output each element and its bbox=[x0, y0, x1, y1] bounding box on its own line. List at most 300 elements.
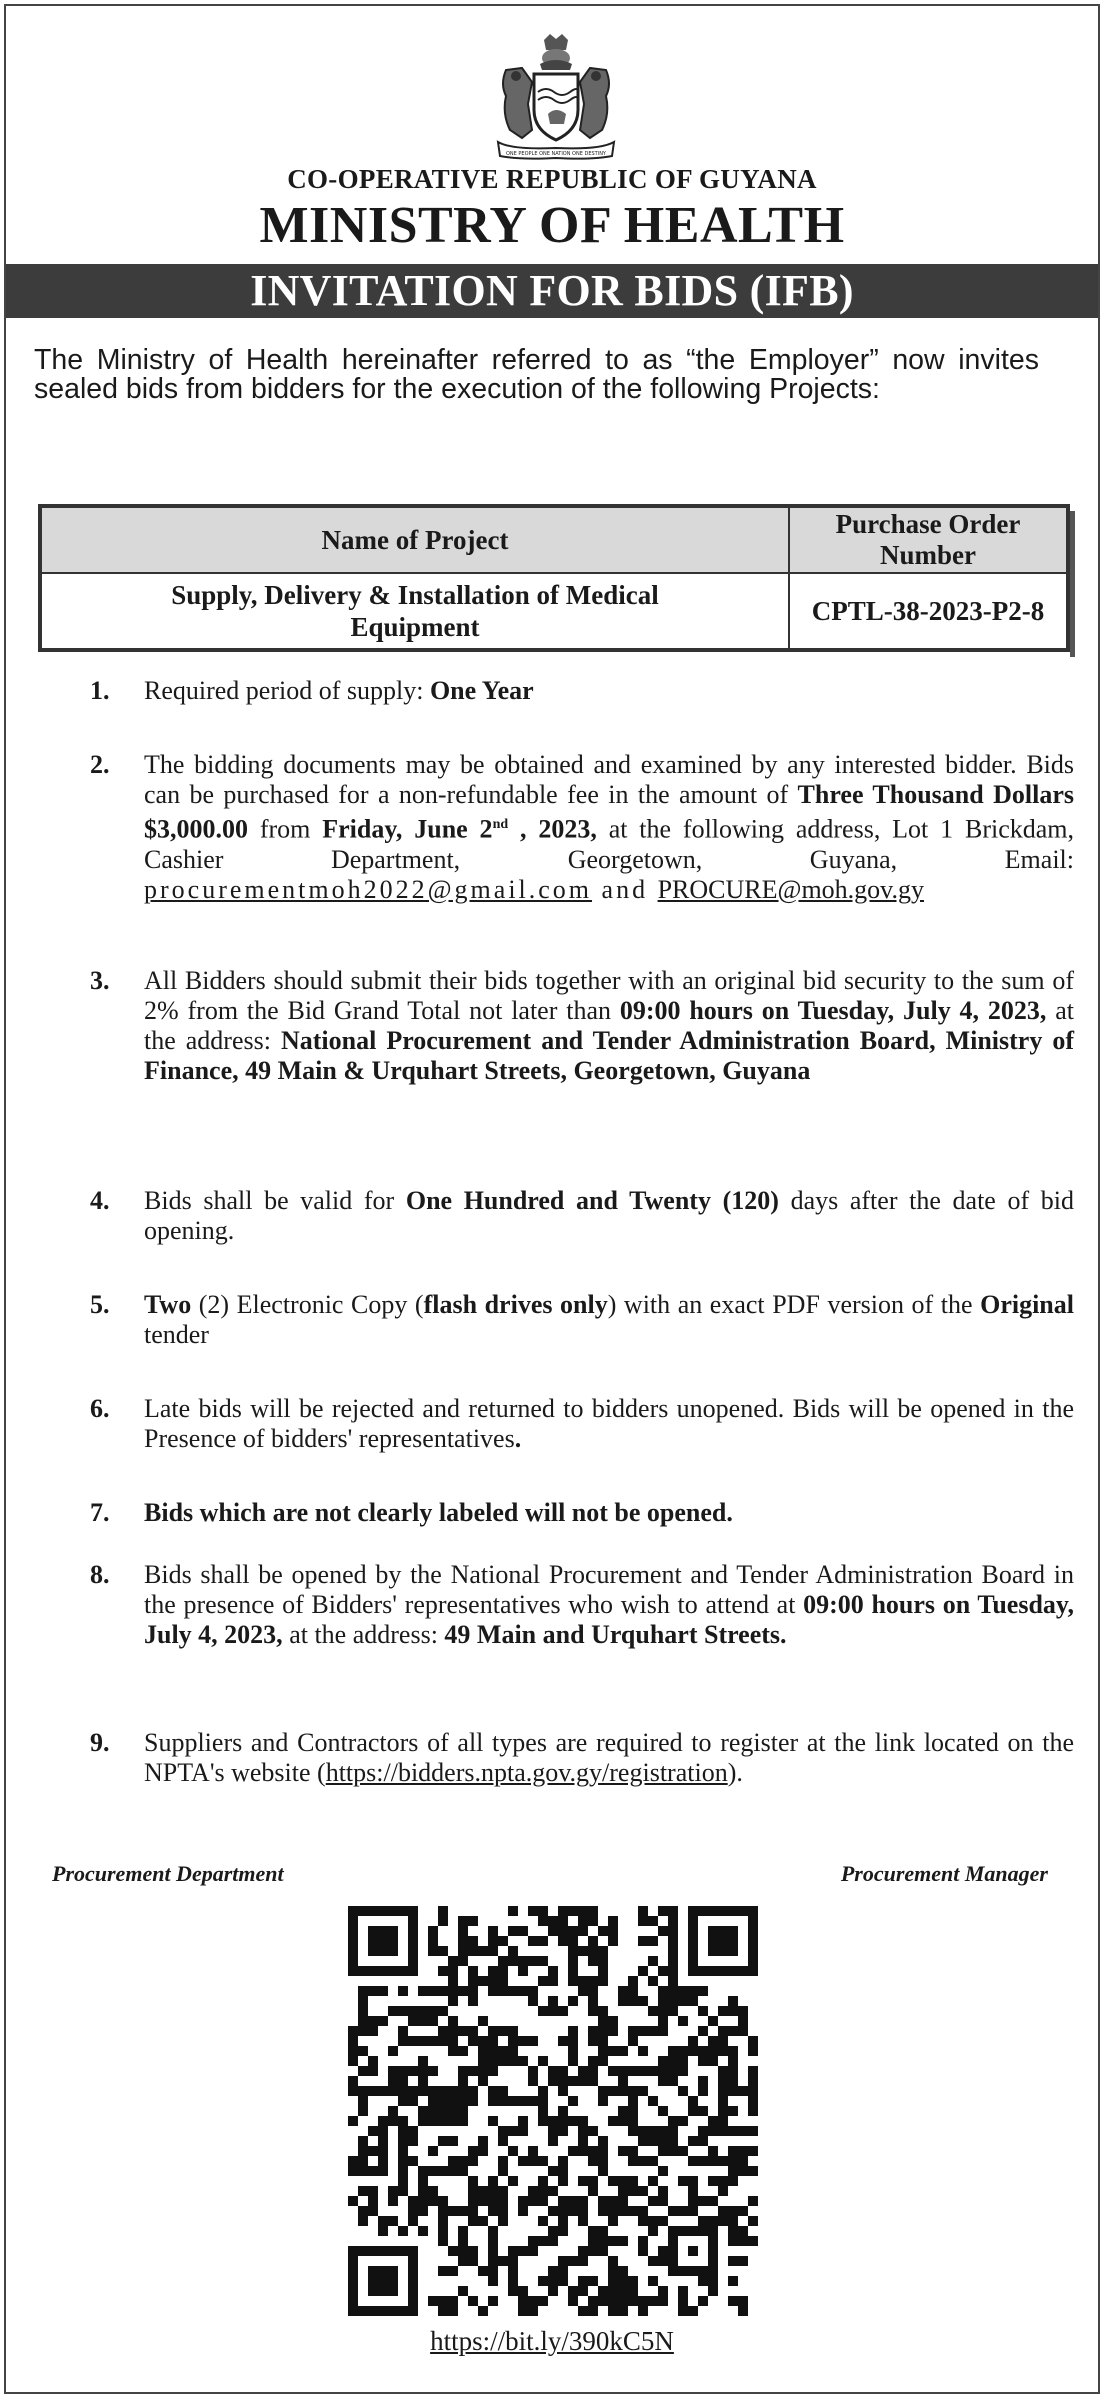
qr-module bbox=[658, 2246, 668, 2256]
qr-module bbox=[378, 2016, 388, 2026]
qr-module bbox=[638, 1996, 648, 2006]
item-bold: Three Thousand Dollars $3,000.00 bbox=[144, 780, 1075, 844]
qr-module bbox=[468, 2206, 478, 2216]
qr-module bbox=[708, 2116, 718, 2126]
qr-module bbox=[518, 1956, 528, 1966]
qr-module bbox=[588, 2056, 598, 2066]
qr-module bbox=[388, 2186, 398, 2196]
qr-module bbox=[618, 2236, 628, 2246]
qr-finder-core bbox=[708, 1926, 738, 1956]
qr-module bbox=[408, 2086, 418, 2096]
qr-module bbox=[728, 2296, 738, 2306]
email-link-1[interactable]: procurementmoh2022@gmail.com bbox=[144, 874, 593, 904]
qr-module bbox=[588, 2006, 598, 2016]
qr-module bbox=[568, 2196, 578, 2206]
qr-module bbox=[718, 2126, 728, 2136]
qr-module bbox=[598, 2136, 608, 2146]
qr-module bbox=[528, 2076, 538, 2086]
qr-module bbox=[538, 2276, 548, 2286]
qr-module bbox=[528, 2196, 538, 2206]
qr-module bbox=[578, 2256, 588, 2266]
qr-module bbox=[668, 2126, 678, 2136]
qr-module bbox=[408, 2136, 418, 2146]
qr-module bbox=[588, 1996, 598, 2006]
qr-module bbox=[448, 2246, 458, 2256]
qr-module bbox=[358, 2156, 368, 2166]
email-link-2[interactable]: PROCURE@moh.gov.gy bbox=[657, 874, 924, 904]
qr-module bbox=[448, 1956, 458, 1966]
qr-module bbox=[488, 2046, 498, 2056]
qr-module bbox=[598, 1976, 608, 1986]
qr-module bbox=[528, 2236, 538, 2246]
qr-module bbox=[438, 2006, 448, 2016]
qr-module bbox=[658, 2076, 668, 2086]
qr-module bbox=[718, 2036, 728, 2046]
qr-module bbox=[638, 1966, 648, 1976]
qr-module bbox=[538, 1956, 548, 1966]
qr-module bbox=[598, 1966, 608, 1976]
qr-module bbox=[558, 2196, 568, 2206]
qr-module bbox=[598, 2156, 608, 2166]
qr-module bbox=[528, 2146, 538, 2156]
qr-module bbox=[348, 2076, 358, 2086]
item-bold: National Procurement and Tender Administration Board, Ministry of Finance, 49 Main & Urquhart Streets, Georgetown, Guyana bbox=[144, 1026, 1074, 1085]
qr-module bbox=[608, 2116, 618, 2126]
qr-module bbox=[648, 2296, 658, 2306]
qr-module bbox=[418, 2166, 428, 2176]
qr-module bbox=[718, 2186, 728, 2196]
qr-module bbox=[528, 2036, 538, 2046]
qr-module bbox=[698, 2276, 708, 2286]
qr-module bbox=[518, 2126, 528, 2136]
qr-module bbox=[448, 2046, 458, 2056]
item-text: and bbox=[592, 874, 658, 904]
qr-module bbox=[578, 2176, 588, 2186]
qr-module bbox=[598, 1926, 608, 1936]
qr-module bbox=[458, 2236, 468, 2246]
qr-module bbox=[418, 1986, 428, 1996]
qr-module bbox=[578, 2246, 588, 2256]
project-table bbox=[38, 504, 1070, 652]
qr-module bbox=[378, 2126, 388, 2136]
qr-module bbox=[598, 2296, 608, 2306]
qr-module bbox=[588, 2126, 598, 2136]
qr-module bbox=[358, 2106, 368, 2116]
qr-module bbox=[508, 1956, 518, 1966]
qr-module bbox=[448, 2166, 458, 2176]
qr-module bbox=[648, 1976, 658, 1986]
qr-module bbox=[448, 1966, 458, 1976]
item-text: tender bbox=[144, 1320, 209, 1349]
qr-module bbox=[428, 2296, 438, 2306]
qr-module bbox=[608, 2026, 618, 2036]
qr-module bbox=[458, 2066, 468, 2076]
item-text: Bids shall be valid for bbox=[144, 1186, 406, 1215]
qr-module bbox=[568, 1966, 578, 1976]
item-text: Suppliers and Contractors of all types are required to register at the link located on the NPTA's website ( bbox=[144, 1728, 1074, 1787]
qr-module bbox=[408, 2016, 418, 2026]
qr-module bbox=[658, 2136, 668, 2146]
qr-module bbox=[668, 1906, 678, 1916]
qr-module bbox=[558, 2226, 568, 2236]
qr-module bbox=[488, 2056, 498, 2066]
qr-module bbox=[688, 2096, 698, 2106]
qr-module bbox=[478, 2306, 488, 2316]
table-header-row bbox=[41, 507, 1067, 573]
qr-module bbox=[378, 2116, 388, 2126]
qr-module bbox=[398, 2156, 408, 2166]
qr-module bbox=[538, 2096, 548, 2106]
qr-module bbox=[698, 2136, 708, 2146]
item-number: 8. bbox=[90, 1560, 110, 1589]
qr-module bbox=[558, 2176, 568, 2186]
qr-module bbox=[748, 2036, 758, 2046]
item-number: 7. bbox=[90, 1498, 110, 1527]
qr-module bbox=[438, 1906, 448, 1916]
qr-module bbox=[438, 2086, 448, 2096]
qr-module bbox=[568, 1956, 578, 1966]
qr-module bbox=[538, 2236, 548, 2246]
item-bold: Two bbox=[144, 1290, 192, 1319]
qr-module bbox=[718, 2066, 728, 2076]
item-text: from bbox=[248, 814, 323, 844]
qr-module bbox=[568, 1906, 578, 1916]
qr-module bbox=[548, 2066, 558, 2076]
qr-module bbox=[498, 2166, 508, 2176]
qr-module bbox=[638, 2026, 648, 2036]
qr-module bbox=[348, 2086, 358, 2096]
qr-module bbox=[678, 2016, 688, 2026]
qr-module bbox=[648, 2196, 658, 2206]
qr-module bbox=[438, 2266, 448, 2276]
crest-motto: ONE PEOPLE ONE NATION ONE DESTINY bbox=[505, 151, 607, 157]
qr-module bbox=[398, 2186, 408, 2196]
qr-module bbox=[608, 2016, 618, 2026]
qr-module bbox=[678, 2046, 688, 2056]
qr-module bbox=[348, 2166, 358, 2176]
qr-align-core bbox=[688, 2246, 698, 2256]
qr-module bbox=[598, 2166, 608, 2176]
item-bold: Friday, June 2 bbox=[322, 814, 493, 844]
qr-module bbox=[488, 2276, 498, 2286]
qr-module bbox=[418, 2176, 428, 2186]
qr-module bbox=[498, 1976, 508, 1986]
qr-module bbox=[438, 2196, 448, 2206]
qr-module bbox=[618, 2196, 628, 2206]
qr-module bbox=[488, 2246, 498, 2256]
qr-module bbox=[428, 2016, 438, 2026]
qr-module bbox=[528, 2186, 538, 2196]
qr-module bbox=[608, 2086, 618, 2096]
qr-module bbox=[548, 2276, 558, 2286]
qr-module bbox=[498, 1936, 508, 1946]
qr-module bbox=[478, 2196, 488, 2206]
qr-module bbox=[638, 2156, 648, 2166]
qr-module bbox=[388, 2076, 398, 2086]
qr-module bbox=[398, 2226, 408, 2236]
qr-module bbox=[578, 2286, 588, 2296]
qr-module bbox=[728, 2026, 738, 2036]
qr-module bbox=[428, 2086, 438, 2096]
qr-module bbox=[548, 1976, 558, 1986]
qr-module bbox=[638, 2296, 648, 2306]
item-text: at the address: bbox=[144, 996, 1074, 1055]
qr-module bbox=[468, 2186, 478, 2196]
qr-module bbox=[568, 2206, 578, 2216]
qr-module bbox=[368, 2166, 378, 2176]
qr-module bbox=[388, 2196, 398, 2206]
qr-module bbox=[448, 2086, 458, 2096]
qr-module bbox=[548, 2076, 558, 2086]
qr-module bbox=[458, 1956, 468, 1966]
qr-module bbox=[618, 2206, 628, 2216]
qr-module bbox=[538, 2296, 548, 2306]
qr-module bbox=[498, 2086, 508, 2096]
qr-module bbox=[418, 2066, 428, 2076]
qr-module bbox=[598, 2046, 608, 2056]
qr-module bbox=[478, 2076, 488, 2086]
qr-module bbox=[728, 2126, 738, 2136]
qr-module bbox=[428, 2116, 438, 2126]
qr-module bbox=[408, 2036, 418, 2046]
qr-module bbox=[498, 2136, 508, 2146]
qr-module bbox=[578, 2066, 588, 2076]
qr-module bbox=[568, 1936, 578, 1946]
qr-code[interactable] bbox=[338, 1906, 768, 2316]
qr-module bbox=[648, 1916, 658, 1926]
qr-module bbox=[688, 2106, 698, 2116]
qr-module bbox=[738, 2236, 748, 2246]
item-text: days after the date of bid opening. bbox=[144, 1186, 1074, 1245]
qr-module bbox=[488, 2196, 498, 2206]
qr-module bbox=[508, 2036, 518, 2046]
qr-module bbox=[448, 2206, 458, 2216]
qr-module bbox=[418, 2186, 428, 2196]
qr-module bbox=[698, 2076, 708, 2086]
qr-module bbox=[398, 2166, 408, 2176]
qr-module bbox=[708, 2286, 718, 2296]
qr-module bbox=[438, 1916, 448, 1926]
qr-module bbox=[398, 2116, 408, 2126]
qr-module bbox=[658, 2026, 668, 2036]
qr-module bbox=[418, 2106, 428, 2116]
qr-module bbox=[358, 2216, 368, 2226]
qr-module bbox=[448, 1986, 458, 1996]
qr-module bbox=[608, 2286, 618, 2296]
qr-module bbox=[488, 2096, 498, 2106]
qr-module bbox=[598, 2236, 608, 2246]
item-bold: Original bbox=[980, 1290, 1074, 1319]
qr-module bbox=[428, 2006, 438, 2016]
qr-module bbox=[438, 1946, 448, 1956]
qr-module bbox=[468, 2256, 478, 2266]
qr-module bbox=[728, 2006, 738, 2016]
qr-module bbox=[668, 2076, 678, 2086]
qr-module bbox=[598, 2096, 608, 2106]
qr-module bbox=[458, 1936, 468, 1946]
qr-module bbox=[728, 2066, 738, 2076]
qr-module bbox=[718, 2216, 728, 2226]
qr-module bbox=[398, 2026, 408, 2036]
item-text: All Bidders should submit their bids together with an original bid security to the sum of 2% from the Bid Grand Total not later than bbox=[144, 966, 1074, 1025]
qr-module bbox=[568, 2096, 578, 2106]
qr-module bbox=[608, 2256, 618, 2266]
qr-module bbox=[708, 2016, 718, 2026]
qr-module bbox=[588, 1916, 598, 1926]
qr-module bbox=[598, 2206, 608, 2216]
qr-module bbox=[468, 2216, 478, 2226]
qr-module bbox=[488, 1946, 498, 1956]
qr-module bbox=[398, 2096, 408, 2106]
qr-module bbox=[668, 1986, 678, 1996]
qr-module bbox=[458, 2246, 468, 2256]
item-bold: flash drives only bbox=[423, 1290, 608, 1319]
qr-module bbox=[748, 2126, 758, 2136]
qr-module bbox=[678, 2306, 688, 2316]
qr-module bbox=[418, 2226, 428, 2236]
qr-module bbox=[728, 1996, 738, 2006]
qr-module bbox=[598, 2246, 608, 2256]
qr-module bbox=[668, 1976, 678, 1986]
qr-module bbox=[698, 2026, 708, 2036]
qr-module bbox=[588, 1906, 598, 1916]
qr-module bbox=[708, 2126, 718, 2136]
qr-module bbox=[538, 2116, 548, 2126]
item-text: Bids shall be opened by the National Procurement and Tender Administration Board in the presence of Bidders' representatives who wish to attend at bbox=[144, 1560, 1074, 1619]
qr-link[interactable]: https://bit.ly/390kC5N bbox=[430, 2326, 674, 2356]
qr-module bbox=[568, 2256, 578, 2266]
qr-module bbox=[678, 2066, 688, 2076]
qr-module bbox=[518, 1986, 528, 1996]
qr-module bbox=[448, 2116, 458, 2126]
qr-module bbox=[648, 2216, 658, 2226]
qr-module bbox=[508, 2266, 518, 2276]
qr-module bbox=[738, 2146, 748, 2156]
qr-module bbox=[418, 2086, 428, 2096]
qr-module bbox=[418, 2016, 428, 2026]
qr-module bbox=[378, 2226, 388, 2236]
qr-module bbox=[608, 2276, 618, 2286]
qr-module bbox=[558, 1916, 568, 1926]
qr-module bbox=[638, 1916, 648, 1926]
qr-module bbox=[618, 2146, 628, 2156]
qr-module bbox=[398, 2006, 408, 2016]
qr-module bbox=[628, 1976, 638, 1986]
qr-module bbox=[508, 1986, 518, 1996]
qr-module bbox=[368, 1986, 378, 1996]
qr-module bbox=[428, 2066, 438, 2076]
qr-module bbox=[478, 1976, 488, 1986]
qr-module bbox=[488, 1936, 498, 1946]
qr-module bbox=[718, 2116, 728, 2126]
qr-module bbox=[598, 2006, 608, 2016]
qr-module bbox=[708, 2146, 718, 2156]
qr-module bbox=[588, 2226, 598, 2236]
qr-module bbox=[458, 2026, 468, 2036]
qr-module bbox=[578, 2206, 588, 2216]
qr-module bbox=[558, 2036, 568, 2046]
qr-module bbox=[508, 2276, 518, 2286]
qr-module bbox=[738, 2256, 748, 2266]
qr-module bbox=[418, 2076, 428, 2086]
qr-module bbox=[658, 2186, 668, 2196]
qr-module bbox=[668, 1956, 678, 1966]
qr-module bbox=[698, 2216, 708, 2226]
qr-module bbox=[678, 1986, 688, 1996]
qr-module bbox=[608, 2066, 618, 2076]
qr-module bbox=[418, 2196, 428, 2206]
qr-module bbox=[378, 1986, 388, 1996]
qr-module bbox=[508, 2056, 518, 2066]
qr-module bbox=[538, 1906, 548, 1916]
qr-module bbox=[688, 2206, 698, 2216]
qr-module bbox=[638, 1936, 648, 1946]
qr-module bbox=[408, 2126, 418, 2136]
qr-module bbox=[358, 2146, 368, 2156]
qr-module bbox=[388, 2106, 398, 2116]
qr-module bbox=[348, 2026, 358, 2036]
item-number: 6. bbox=[90, 1394, 110, 1423]
qr-module bbox=[538, 2056, 548, 2066]
qr-module bbox=[458, 2166, 468, 2176]
qr-module bbox=[378, 2146, 388, 2156]
qr-module bbox=[498, 2196, 508, 2206]
qr-module bbox=[608, 2176, 618, 2186]
qr-module bbox=[548, 2126, 558, 2136]
qr-module bbox=[538, 2176, 548, 2186]
qr-module bbox=[398, 2036, 408, 2046]
item-number: 1. bbox=[90, 676, 110, 705]
qr-module bbox=[618, 2046, 628, 2056]
qr-module bbox=[568, 1926, 578, 1936]
qr-module bbox=[668, 2116, 678, 2126]
qr-module bbox=[468, 2146, 478, 2156]
qr-module bbox=[508, 2176, 518, 2186]
qr-module bbox=[408, 2216, 418, 2226]
qr-module bbox=[738, 2296, 748, 2306]
qr-module bbox=[438, 2216, 448, 2226]
qr-module bbox=[578, 2196, 588, 2206]
qr-module bbox=[428, 2196, 438, 2206]
qr-module bbox=[468, 1946, 478, 1956]
item-bold: One Hundred and Twenty (120) bbox=[405, 1186, 779, 1215]
qr-module bbox=[718, 2046, 728, 2056]
qr-module bbox=[668, 1926, 678, 1936]
qr-module bbox=[598, 2016, 608, 2026]
qr-module bbox=[488, 2066, 498, 2076]
qr-module bbox=[348, 2156, 358, 2166]
qr-module bbox=[418, 2116, 428, 2126]
qr-module bbox=[668, 1966, 678, 1976]
qr-module bbox=[588, 2156, 598, 2166]
qr-module bbox=[348, 2056, 358, 2066]
qr-module bbox=[558, 2006, 568, 2016]
qr-module bbox=[508, 2246, 518, 2256]
qr-module bbox=[718, 2106, 728, 2116]
qr-module bbox=[658, 2016, 668, 2026]
qr-module bbox=[668, 2206, 678, 2216]
qr-module bbox=[458, 1946, 468, 1956]
qr-module bbox=[658, 2296, 668, 2306]
qr-module bbox=[568, 2146, 578, 2156]
qr-module bbox=[648, 2006, 658, 2016]
qr-module bbox=[438, 1986, 448, 1996]
qr-module bbox=[488, 1926, 498, 1936]
qr-module bbox=[588, 2246, 598, 2256]
qr-module bbox=[458, 2086, 468, 2096]
signature-right: Procurement Manager bbox=[840, 1861, 1048, 1886]
registration-link[interactable]: https://bidders.npta.gov.gy/registration bbox=[325, 1758, 728, 1787]
